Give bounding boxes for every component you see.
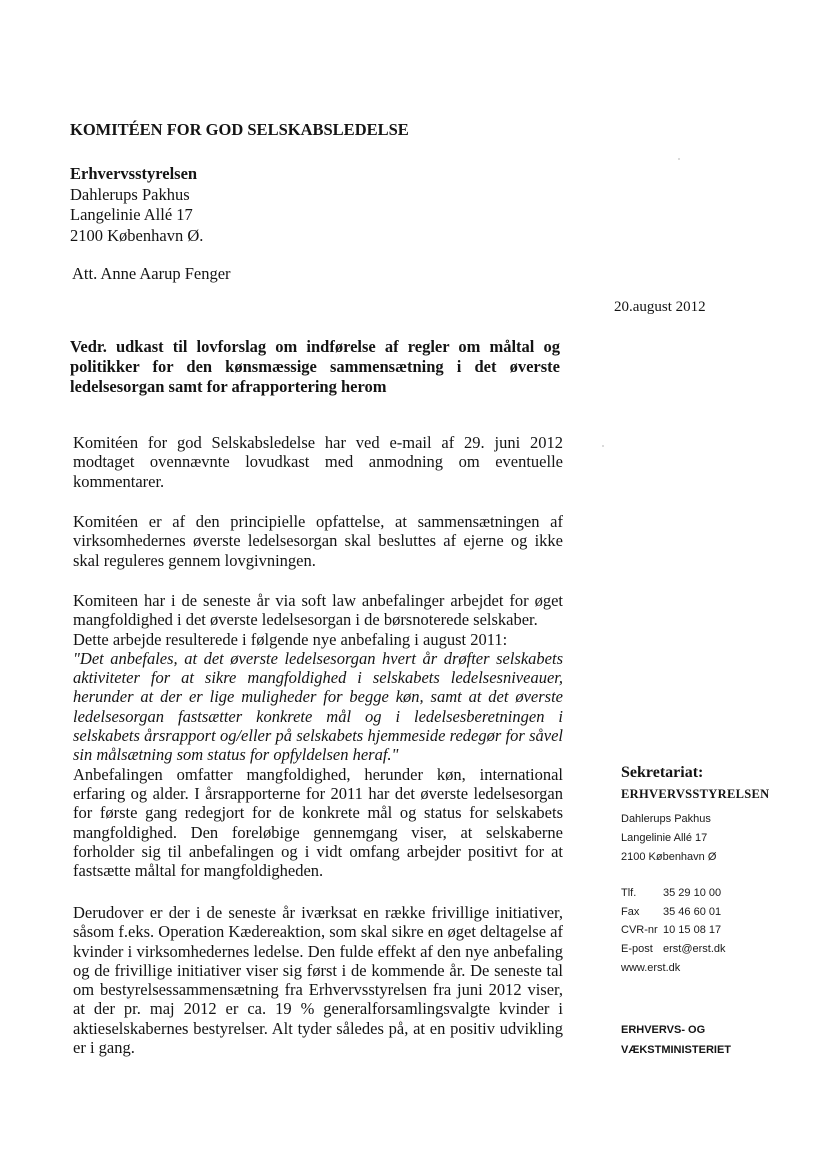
- paragraph-1: Komitéen for god Selskabsledelse har ved e-mail af 29. juni 2012 modtaget ovennævnte lovudkast med anmodning om eventuelle kommentarer.: [73, 433, 563, 491]
- sidebar-title: Sekretariat:: [621, 764, 704, 781]
- sidebar-contact: [621, 884, 726, 978]
- paragraph-3-intro-1: Komiteen har i de seneste år via soft law anbefalinger arbejdet for øget mangfoldighed i det øverste ledelsesorgan i de børsnoterede selskaber.: [73, 591, 563, 630]
- contact-label: Tlf.: [621, 887, 637, 899]
- contact-email: [621, 940, 726, 959]
- paragraph-3-rest: Anbefalingen omfatter mangfoldighed, herunder køn, international erfaring og alder. I årsrapporterne for 2011 har det øverste ledelsesorgan for første gang redegjort for de konkrete mål og status for selskabets mangfoldighed. Den foreløbige gennemgang viser, at selskaberne forholder sig til anbefalingen og i vidt omfang arbejder positivt for at fastsætte måltal for mangfoldigheden.: [73, 764, 563, 881]
- ministry-line-1: ERHVERVS- OG: [621, 1024, 706, 1036]
- contact-value: 35 46 60 01: [663, 905, 722, 918]
- sidebar-address-line: Dahlerups Pakhus: [621, 813, 711, 825]
- recipient-name: Erhvervsstyrelsen: [70, 164, 198, 183]
- letter-heading: KOMITÉEN FOR GOD SELSKABSLEDELSE: [70, 120, 409, 139]
- ministry-name: [621, 1020, 731, 1060]
- contact-label: CVR-nr: [621, 924, 658, 937]
- contact-value: erst@erst.dk: [663, 943, 726, 956]
- attention-line: Att. Anne Aarup Fenger: [72, 264, 231, 283]
- paragraph-3: [73, 591, 563, 880]
- sidebar-address: [621, 810, 716, 867]
- contact-value: 10 15 08 17: [663, 924, 722, 937]
- contact-label: Fax: [621, 905, 640, 918]
- recipient-line-3: 2100 København Ø.: [70, 225, 204, 245]
- paragraph-3-intro-2: Dette arbejde resulterede i følgende nye anbefaling i august 2011:: [73, 629, 508, 649]
- contact-web: www.erst.dk: [621, 961, 681, 974]
- contact-label: E-post: [621, 943, 653, 956]
- contact-cvr: [621, 921, 726, 940]
- sidebar-address-line: Langelinie Allé 17: [621, 832, 708, 844]
- sidebar-address-line: 2100 København Ø: [621, 851, 717, 863]
- contact-value: 35 29 10 00: [663, 887, 722, 899]
- contact-phone: [621, 884, 726, 903]
- scan-speck: [678, 158, 680, 160]
- paragraph-4: Derudover er der i de seneste år iværksat en række frivillige initiativer, såsom f.eks. Operation Kædereaktion, som skal sikre en øget deltagelse af kvinder i virksomhedernes ledelse. Den fulde effekt af den nye anbefaling og de frivillige initiativer viser sig først i de kommende år. De seneste tal om bestyrelsessammensætning fra Erhvervsstyrelsen fra juni 2012 viser, at der pr. maj 2012 er ca. 19 % generalforsamlingsvalgte kvinder i aktieselskabernes bestyrelser. Alt tyder således på, at en positiv udvikling er i gang.: [73, 903, 563, 1058]
- ministry-line-2: VÆKSTMINISTERIET: [621, 1044, 732, 1056]
- recipient-address: [70, 164, 203, 246]
- subject-line: Vedr. udkast til lovforslag om indførelse af regler om måltal og politikker for den kønsmæssige sammensætning i det øverste ledelsesorgan samt for afrapportering herom: [70, 337, 560, 396]
- sidebar-organization: ERHVERVSSTYRELSEN: [621, 787, 770, 801]
- scan-speck: [602, 445, 604, 447]
- recipient-line-1: Dahlerups Pakhus: [70, 184, 190, 204]
- letter-date: 20.august 2012: [614, 299, 706, 315]
- recipient-line-2: Langelinie Allé 17: [70, 205, 193, 224]
- recommendation-quote: "Det anbefales, at det øverste ledelsesorgan hvert år drøfter selskabets aktiviteter for at sikre mangfoldighed i selskabets ledelsesniveauer, herunder at der er lige muligheder for begge køn, samt at det øverste ledelsesorgan fastsætter konkrete mål og i ledelsesberetningen i selskabets årsrapport og/eller på selskabets hjemmeside redegør for såvel sin målsætning som status for opfyldelsen heraf.": [73, 648, 563, 765]
- contact-fax: [621, 903, 726, 922]
- paragraph-2: Komitéen er af den principielle opfattelse, at sammensætningen af virksomhedernes øverste ledelsesorgan skal besluttes af ejerne og ikke skal reguleres gennem lovgivningen.: [73, 512, 563, 570]
